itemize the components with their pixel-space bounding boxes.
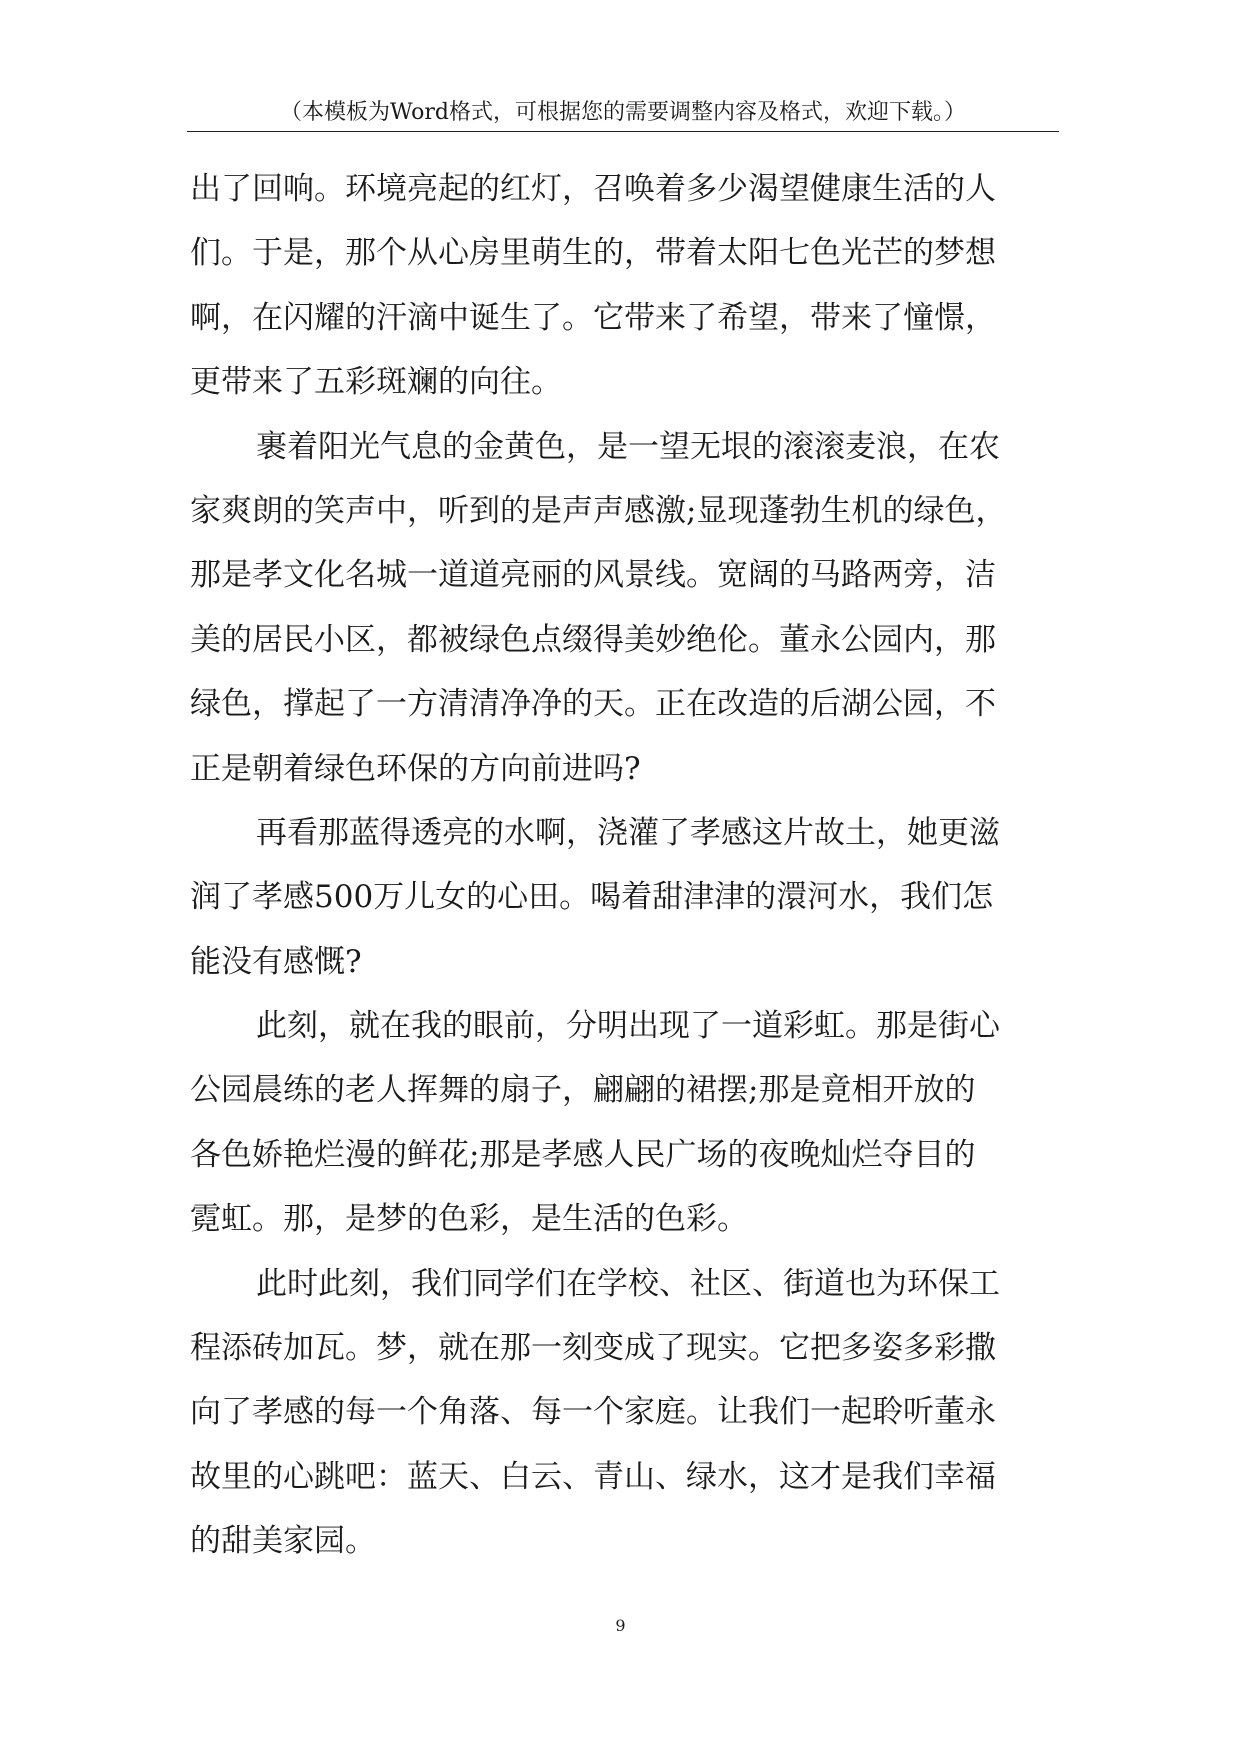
paragraph <box>190 157 1070 415</box>
text-line: 霓虹。那，是梦的色彩，是生活的色彩。 <box>190 1201 748 1238</box>
text-line: 正是朝着绿色环保的方向前进吗? <box>190 750 641 787</box>
text-line: 再看那蓝得透亮的水啊，浇灌了孝感这片故土，她更滋 <box>256 814 1000 851</box>
document-body <box>190 157 1070 1574</box>
header-note: （本模板为Word格式，可根据您的需要调整内容及格式，欢迎下载。） <box>280 100 966 125</box>
text-line: 公园晨练的老人挥舞的扇子，翩翩的裙摆;那是竟相开放的 <box>190 1072 976 1109</box>
text-line: 家爽朗的笑声中，听到的是声声感激;显现蓬勃生机的绿色， <box>190 492 1007 529</box>
paragraph <box>190 1252 1070 1574</box>
text-line: 更带来了五彩斑斓的向往。 <box>190 364 562 401</box>
text-line: 此刻，就在我的眼前，分明出现了一道彩虹。那是街心 <box>256 1008 1000 1045</box>
text-line: 向了孝感的每一个角落、每一个家庭。让我们一起聆听董永 <box>190 1394 996 1431</box>
page-number: 9 <box>615 1616 626 1635</box>
text-line: 绿色，撑起了一方清清净净的天。正在改造的后湖公园，不 <box>190 686 996 723</box>
text-line: 美的居民小区，都被绿色点缀得美妙绝伦。董永公园内，那 <box>190 621 996 658</box>
text-line: 润了孝感500万儿女的心田。喝着甜津津的澴河水，我们怎 <box>190 879 994 916</box>
text-line: 能没有感慨? <box>190 943 362 980</box>
paragraph <box>190 415 1070 801</box>
text-line: 们。于是，那个从心房里萌生的，带着太阳七色光芒的梦想 <box>190 235 996 272</box>
paragraph <box>190 801 1070 994</box>
text-line: 出了回响。环境亮起的红灯，召唤着多少渴望健康生活的人 <box>190 171 996 207</box>
text-line: 裹着阳光气息的金黄色，是一望无垠的滚滚麦浪，在农 <box>256 428 1000 465</box>
text-line: 的甜美家园。 <box>190 1523 376 1560</box>
text-line: 程添砖加瓦。梦，就在那一刻变成了现实。它把多姿多彩撒 <box>190 1330 996 1367</box>
text-line: 各色娇艳烂漫的鲜花;那是孝感人民广场的夜晚灿烂夺目的 <box>190 1136 976 1173</box>
text-line: 此时此刻，我们同学们在学校、社区、街道也为环保工 <box>256 1265 1000 1302</box>
text-line: 啊，在闪耀的汗滴中诞生了。它带来了希望，带来了憧憬， <box>190 299 996 336</box>
text-line: 故里的心跳吧：蓝天、白云、青山、绿水，这才是我们幸福 <box>190 1458 996 1495</box>
header-divider <box>187 131 1059 132</box>
paragraph <box>190 994 1070 1252</box>
text-line: 那是孝文化名城一道道亮丽的风景线。宽阔的马路两旁，洁 <box>190 557 996 594</box>
